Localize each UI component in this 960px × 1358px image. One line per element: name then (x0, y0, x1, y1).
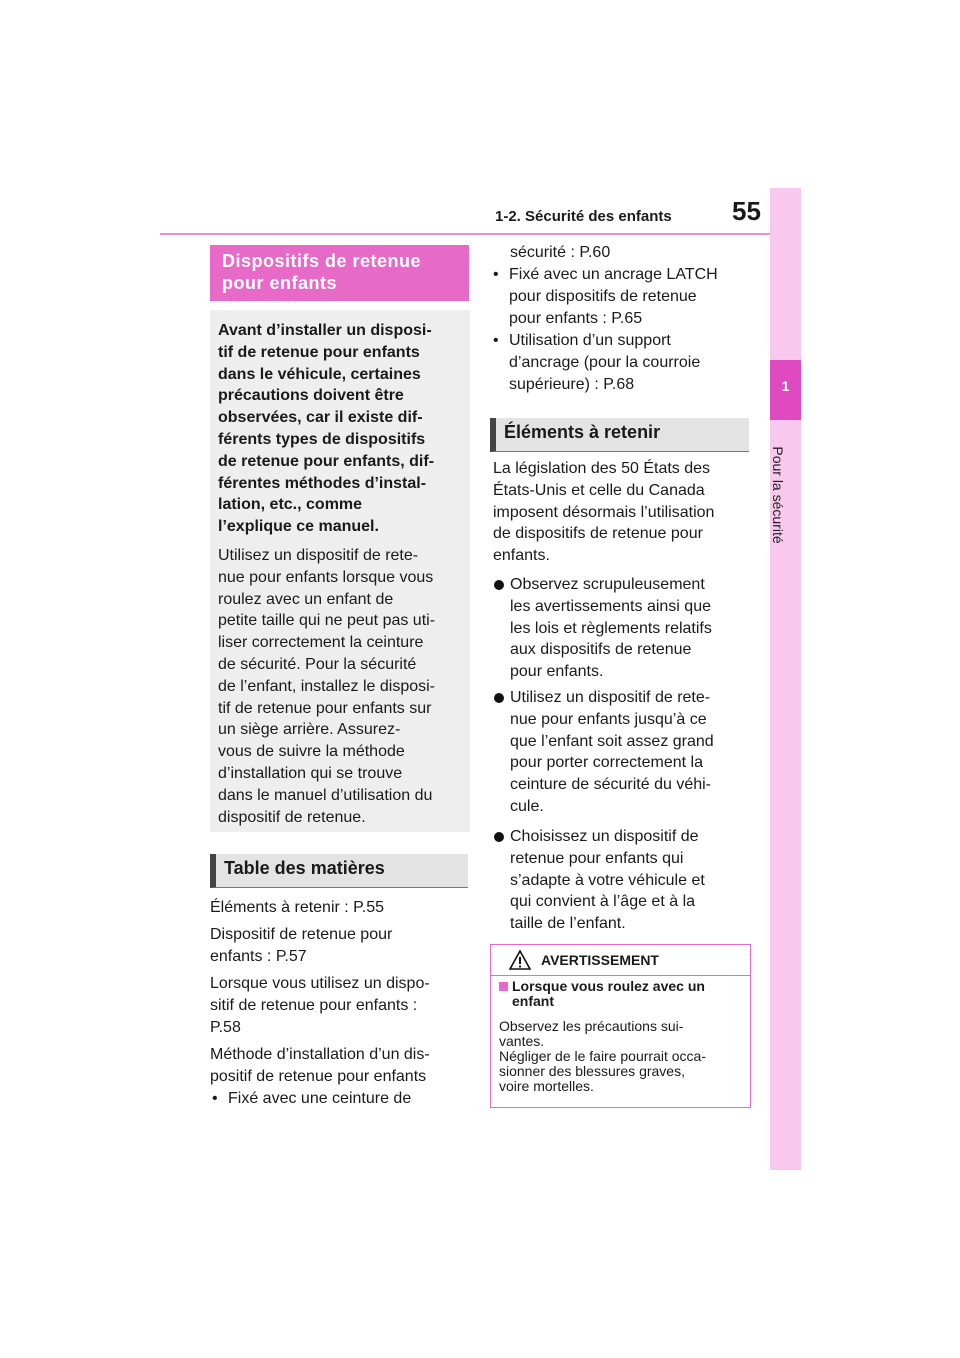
header-rule (160, 233, 770, 235)
page-number: 55 (732, 196, 761, 226)
law-paragraph: La législation des 50 États des États-Unis et celle du Canada imposent désormais l’utilisation de dispositifs de retenue pour enfants. (493, 460, 715, 565)
section-title (210, 245, 469, 301)
toc-heading-text: Table des matières (224, 858, 385, 878)
toc-subitem-1-cont[interactable]: sécurité : P.60 (510, 244, 611, 261)
warning-title: AVERTISSEMENT (541, 952, 659, 968)
bullet-dot: • (493, 266, 499, 283)
chapter-side-tab (770, 188, 801, 1170)
intro-text: Utilisez un dispositif de rete- nue pour enfants lorsque vous roulez avec un enfant de petite taille qui ne peut pas uti- liser correctement la ceinture de sécurité. Pour la sécurité de l’enfant, installez le disposi- tif de retenue pour enfants sur un siège arrière. Assurez- vous de suivre la méthode d’installation qui se trouve dans le manuel d’utilisation du dispositif de retenue. (218, 547, 436, 826)
square-bullet-icon (499, 982, 508, 991)
toc-item-1[interactable]: Éléments à retenir : P.55 (210, 899, 385, 916)
toc-item-2[interactable]: Dispositif de retenue pour enfants : P.57 (210, 926, 393, 965)
chapter-label: Pour la sécurité (770, 446, 786, 544)
warning-subtitle: Lorsque vous roulez avec un enfant (499, 979, 744, 1009)
toc-subitem-2[interactable]: • Fixé avec un ancrage LATCH pour dispositifs de retenue pour enfants : P.65 (493, 266, 718, 327)
circle-bullet-icon (494, 832, 504, 842)
point-item-3: Choisissez un dispositif de retenue pour enfants qui s’adapte à votre véhicule et qui convient à l’âge et à la taille de l’enfant. (494, 826, 754, 936)
bullet-dot: • (212, 1090, 218, 1107)
point-item-1: Observez scrupuleusement les avertissements ainsi que les lois et règlements relatifs aux dispositifs de retenue pour enfants. (494, 574, 754, 684)
circle-bullet-icon (494, 693, 504, 703)
circle-bullet-icon (494, 580, 504, 590)
remember-heading (490, 418, 749, 452)
warning-text: Observez les précautions sui- vantes. Négliger de le faire pourrait occa- sionner des blessures graves, voire mortelles. (499, 1018, 706, 1094)
remember-heading-text: Éléments à retenir (504, 422, 661, 442)
section-title-text: Dispositifs de retenue pour enfants (222, 251, 422, 293)
warning-triangle-icon (509, 950, 531, 970)
bullet-dot: • (493, 332, 499, 349)
toc-item-4[interactable]: Méthode d’installation d’un dis- positif de retenue pour enfants (210, 1046, 430, 1085)
chapter-number: 1 (781, 378, 790, 394)
toc-item-3[interactable]: Lorsque vous utilisez un dispo- sitif de retenue pour enfants : P.58 (210, 975, 430, 1036)
toc-subitem-1[interactable]: • Fixé avec une ceinture de (212, 1088, 467, 1110)
warning-header (491, 945, 750, 976)
toc-subitem-3[interactable]: • Utilisation d’un support d’ancrage (pour la courroie supérieure) : P.68 (493, 332, 701, 393)
running-header: 1-2. Sécurité des enfants (495, 208, 672, 225)
toc-heading (210, 854, 468, 888)
point-item-2: Utilisez un dispositif de rete- nue pour enfants jusqu’à ce que l’enfant soit assez grand pour porter correctement la ceinture de sécurité du véhi- cule. (494, 687, 754, 819)
warning-box (490, 944, 751, 1108)
intro-bold-text: Avant d’installer un disposi- tif de retenue pour enfants dans le véhicule, certaines précautions doivent être observées, car il existe dif- férents types de dispositifs de retenue pour enfants, dif- férentes méthodes d’instal- lation, etc., comme l’explique ce manuel. (218, 322, 435, 536)
